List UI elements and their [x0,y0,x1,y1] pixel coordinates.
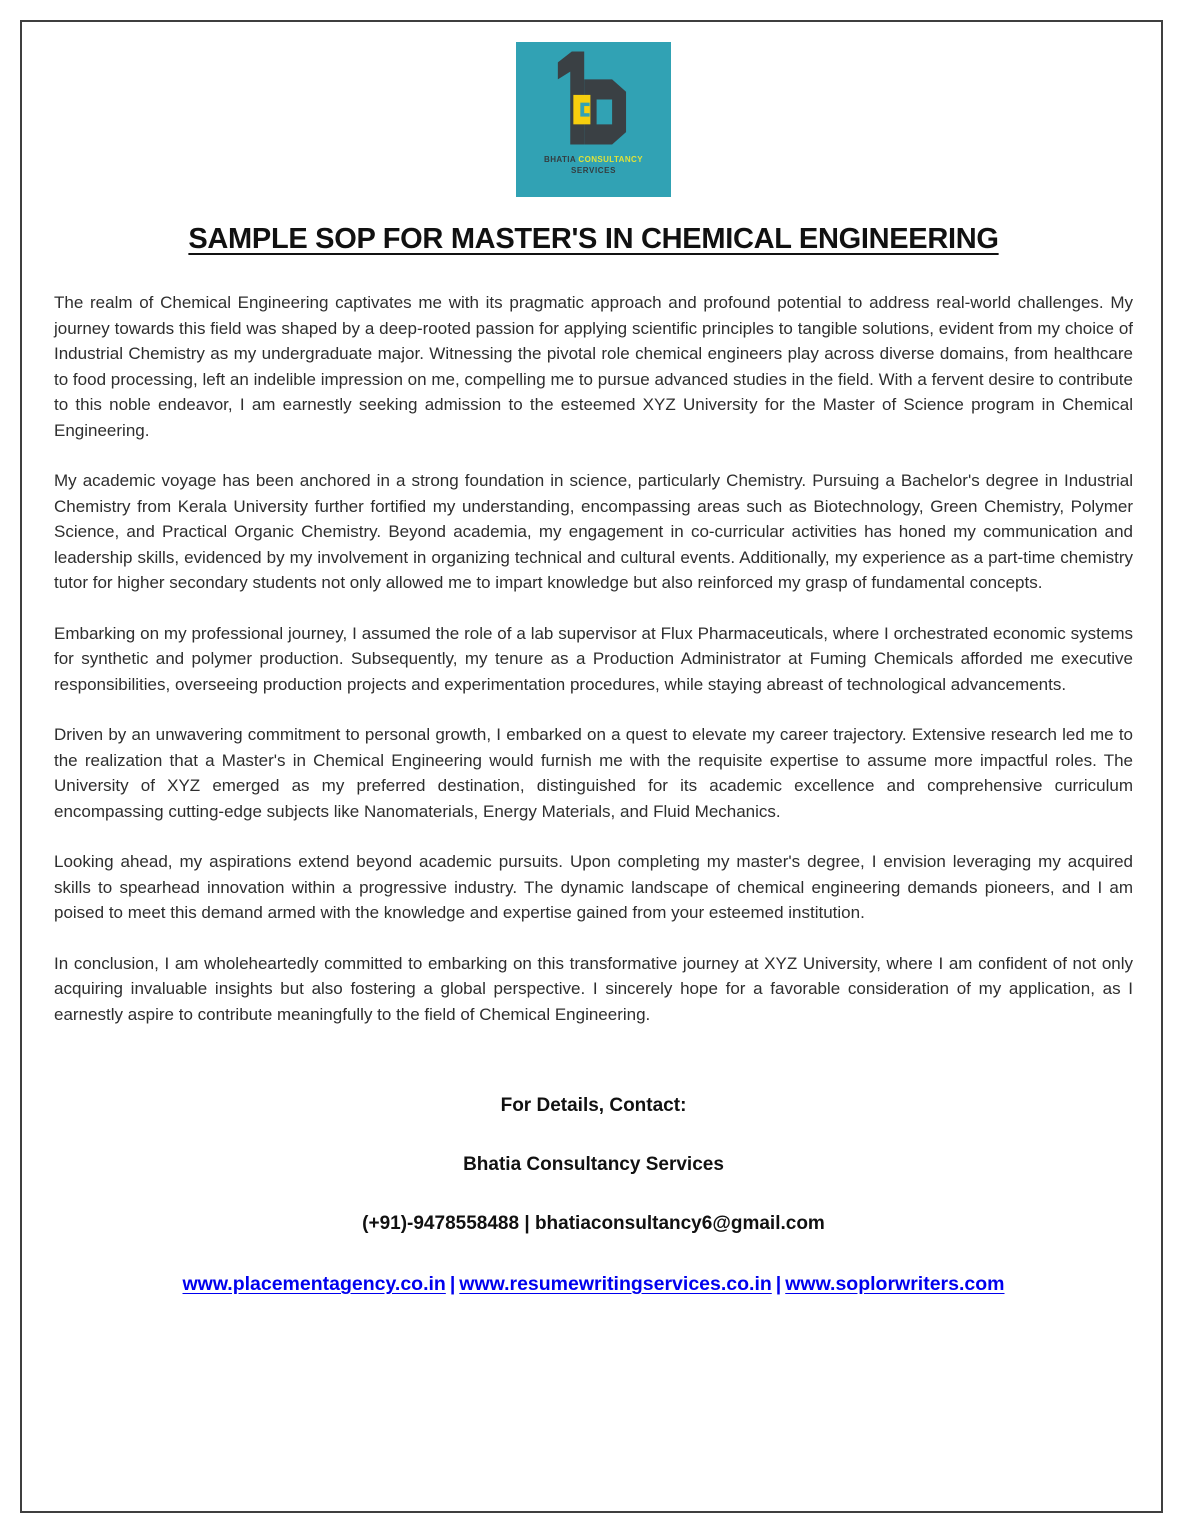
logo-word-consultancy: CONSULTANCY [578,155,643,164]
website-link-placementagency[interactable]: www.placementagency.co.in [182,1273,446,1295]
website-links-line [0,1272,1187,1296]
company-logo [516,42,671,197]
logo-monogram-1b-icon [516,42,671,154]
logo-brand-name [544,154,643,165]
page-title-text: SAMPLE SOP FOR MASTER'S IN CHEMICAL ENGINEERING [188,223,999,255]
contact-email: bhatiaconsultancy6@gmail.com [534,1213,825,1234]
contact-heading: For Details, Contact: [500,1095,687,1116]
phone-email-separator: | [524,1213,530,1234]
contact-section [0,1095,1187,1296]
link-separator-1: | [449,1273,456,1295]
page-title [0,223,1187,256]
sop-paragraph-4: Driven by an unwavering commitment to personal growth, I embarked on a quest to elevate my career trajectory. Extensive research led me to the realization that a Master's in Chemical Engineering would furnish me with the requisite expertise to assume more impactful roles. The University of XYZ emerged as my preferred destination, distinguished for its academic excellence and comprehensive curriculum encompassing cutting-edge subjects like Nanomaterials, Energy Materials, and Fluid Mechanics. [54,725,1133,821]
logo-container [0,0,1187,197]
company-name: Bhatia Consultancy Services [463,1154,724,1175]
sop-paragraph-3: Embarking on my professional journey, I assumed the role of a lab supervisor at Flux Pharmaceuticals, where I orchestrated economic systems for synthetic and polymer production. Subsequently, my tenure as a Production Administrator at Fuming Chemicals afforded me executive responsibilities, overseeing production projects and experimentation procedures, while staying abreast of technological advancements. [54,623,1133,694]
logo-word-bhatia: BHATIA [544,155,576,164]
website-link-resumewritingservices[interactable]: www.resumewritingservices.co.in [459,1273,772,1295]
sop-paragraph-1: The realm of Chemical Engineering captivates me with its pragmatic approach and profound potential to address real-world challenges. My journey towards this field was shaped by a deep-rooted passion for applying scientific principles to tangible solutions, evident from my choice of Industrial Chemistry as my undergraduate major. Witnessing the pivotal role chemical engineers play across diverse domains, from healthcare to food processing, left an indelible impression on me, compelling me to pursue advanced studies in the field. With a fervent desire to contribute to this noble endeavor, I am earnestly seeking admission to the esteemed XYZ University for the Master of Science program in Chemical Engineering. [54,293,1133,440]
sop-paragraph-5: Looking ahead, my aspirations extend beyond academic pursuits. Upon completing my master's degree, I envision leveraging my acquired skills to spearhead innovation within a progressive industry. The dynamic landscape of chemical engineering demands pioneers, and I am poised to meet this demand armed with the knowledge and expertise gained from your esteemed institution. [54,852,1133,922]
logo-word-services: SERVICES [570,166,617,175]
sop-body [54,290,1133,1027]
sop-paragraph-2: My academic voyage has been anchored in a strong foundation in science, particularly Chemistry. Pursuing a Bachelor's degree in Industrial Chemistry from Kerala University further fortified my understanding, encompassing areas such as Biotechnology, Green Chemistry, Polymer Science, and Practical Organic Chemistry. Beyond academia, my engagement in co-curricular activities has honed my communication and leadership skills, evidenced by my involvement in organizing technical and cultural events. Additionally, my experience as a part-time chemistry tutor for higher secondary students not only allowed me to impart knowledge but also reinforced my grasp of fundamental concepts. [54,471,1133,592]
contact-phone: (+91)-9478558488 [362,1213,520,1234]
contact-phone-email-line [0,1213,1187,1235]
link-separator-2: | [775,1273,782,1295]
sop-paragraph-6: In conclusion, I am wholeheartedly committed to embarking on this transformative journey at XYZ University, where I am confident of not only acquiring invaluable insights but also fostering a global perspective. I sincerely hope for a favorable consideration of my application, as I earnestly aspire to contribute meaningfully to the field of Chemical Engineering. [54,953,1133,1024]
website-link-soplorwriters[interactable]: www.soplorwriters.com [785,1273,1005,1295]
